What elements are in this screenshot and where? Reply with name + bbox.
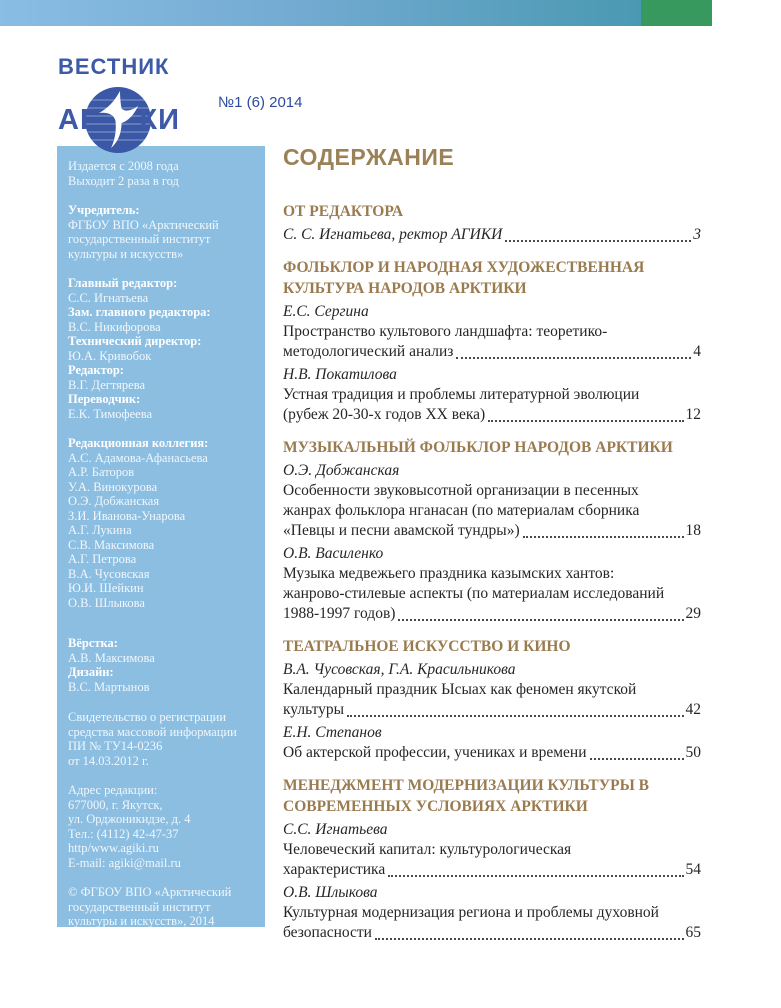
dot-leader	[505, 240, 691, 242]
published-since: Издается с 2008 года	[68, 159, 179, 173]
dot-leader	[375, 938, 684, 940]
copyright-line: © ФГБОУ ВПО «Арктический	[68, 885, 232, 899]
tech-director-name: Ю.А. Кривобок	[68, 348, 152, 363]
dot-leader	[456, 357, 691, 359]
board-member: А.Г. Лукина	[68, 523, 132, 537]
page-number: 3	[693, 226, 701, 243]
article-author: С.С. Игнатьева	[283, 821, 388, 838]
toc-section	[283, 257, 701, 425]
page-number: 54	[685, 861, 701, 878]
page-number: 29	[685, 605, 701, 622]
toc-entry	[283, 883, 701, 943]
table-of-contents	[283, 144, 701, 943]
toc-section	[283, 775, 701, 943]
article-title-line: жанрово-стилевые аспекты (по материалам исследований	[283, 585, 665, 602]
logo-letters-left: АГ	[58, 103, 98, 136]
board-member: О.Э. Добжанская	[68, 494, 160, 508]
journal-title: ВЕСТНИК	[58, 54, 170, 79]
article-title-line: характеристика	[283, 861, 386, 878]
page-number: 12	[685, 406, 701, 423]
article-author: Н.В. Покатилова	[283, 366, 397, 383]
page-number: 4	[693, 343, 701, 360]
toc-entry	[283, 225, 701, 245]
article-title-line: Об актерской профессии, учениках и времени	[283, 744, 587, 761]
copyright-line: государственный институт	[68, 899, 211, 914]
article-title-line: Пространство культового ландшафта: теоретико-	[283, 323, 608, 340]
dot-leader	[488, 420, 683, 422]
translator-name: Е.К. Тимофеева	[68, 406, 153, 421]
article-title-line: (рубеж 20-30-х годов XX века)	[283, 406, 486, 423]
registration-line: средства массовой информации	[68, 724, 237, 739]
toc-entry	[283, 544, 701, 624]
board-member: О.В. Шлыкова	[68, 595, 145, 610]
top-green-block	[641, 0, 712, 26]
logo-letters-right: КИ	[139, 103, 180, 136]
article-title-line: жанрах фольклора нганасан (по материалам сборника	[283, 502, 640, 519]
founder-name: ФГБОУ ВПО «Арктический государственный институт культуры и искусств»	[68, 217, 219, 261]
board-member: У.А. Винокурова	[68, 479, 158, 494]
article-author: С. С. Игнатьева, ректор АГИКИ	[283, 226, 503, 243]
address-line: ул. Орджоникидзе, д. 4	[68, 812, 191, 826]
dot-leader	[398, 619, 683, 621]
board-member: З.И. Иванова-Унарова	[68, 508, 186, 523]
dot-leader	[590, 758, 684, 760]
article-author: О.В. Шлыкова	[283, 884, 378, 901]
copyright-line: культуры и искусств», 2014	[68, 914, 215, 928]
toc-section	[283, 437, 701, 624]
article-title-line: безопасности	[283, 924, 372, 941]
editors-block	[68, 276, 255, 421]
deputy-editor-name: В.С. Никифорова	[68, 319, 161, 334]
toc-section-heading: ТЕАТРАЛЬНОЕ ИСКУССТВО И КИНО	[283, 638, 571, 655]
article-title-line: Человеческий капитал: культурологическая	[283, 841, 572, 858]
deputy-editor-label: Зам. главного редактора:	[68, 305, 211, 319]
article-title-line: Устная традиция и проблемы литературной эволюции	[283, 386, 640, 403]
board-member: Ю.И. Шейкин	[68, 581, 144, 595]
email-address: E-mail: agiki@mail.ru	[68, 855, 181, 870]
toc-section-heading: ОТ РЕДАКТОРА	[283, 203, 404, 220]
article-title-line: Музыка медвежьего праздника казымских хантов:	[283, 565, 615, 582]
toc-entry	[283, 820, 701, 880]
editor-name: В.Г. Дегтярева	[68, 377, 146, 392]
toc-entry	[283, 723, 701, 763]
page-number: 65	[685, 924, 701, 941]
toc-title: СОДЕРЖАНИЕ	[283, 144, 455, 170]
editorial-board-block	[68, 436, 255, 610]
toc-entry	[283, 302, 701, 362]
board-member: В.А. Чусовская	[68, 566, 150, 581]
address-block	[68, 783, 255, 870]
article-author: Е.Н. Степанов	[283, 724, 382, 741]
toc-entry	[283, 660, 701, 720]
dot-leader	[523, 536, 684, 538]
address-label: Адрес редакции:	[68, 783, 158, 797]
top-gradient-bar	[0, 0, 641, 26]
toc-entry	[283, 365, 701, 425]
board-member: А.Г. Петрова	[68, 552, 137, 566]
design-label: Дизайн:	[68, 665, 114, 679]
frequency: Выходит 2 раза в год	[68, 173, 179, 188]
tech-director-label: Технический директор:	[68, 334, 202, 348]
dot-leader	[388, 875, 683, 877]
page-number: 50	[685, 744, 701, 761]
toc-entry	[283, 461, 701, 541]
founder-block	[68, 203, 255, 261]
article-title-line: культуры	[283, 701, 345, 718]
article-title-line: Культурная модернизация региона и проблемы духовной	[283, 904, 659, 921]
founder-label: Учредитель:	[68, 203, 140, 217]
board-member: А.Р. Баторов	[68, 465, 135, 479]
editor-label: Редактор:	[68, 363, 124, 377]
address-line: 677000, г. Якутск,	[68, 797, 163, 812]
address-line: Тел.: (4112) 42-47-37	[68, 826, 179, 841]
page-number: 18	[685, 522, 701, 539]
article-author: О.В. Василенко	[283, 545, 384, 562]
chief-editor-label: Главный редактор:	[68, 276, 178, 290]
registration-line: Свидетельство о регистрации	[68, 710, 227, 724]
journal-info-sidebar	[57, 146, 265, 927]
toc-section	[283, 201, 701, 245]
masthead	[58, 54, 318, 154]
article-title-line: «Певцы и песни авамской тундры»)	[283, 522, 520, 539]
article-title-line: 1988-1997 годов)	[283, 605, 396, 622]
design-name: В.С. Мартынов	[68, 679, 150, 694]
board-label: Редакционная коллегия:	[68, 436, 209, 450]
article-title-line: методологический анализ	[283, 343, 454, 360]
toc-section	[283, 636, 701, 763]
article-author: О.Э. Добжанская	[283, 462, 400, 479]
issue-number: №1 (6) 2014	[218, 94, 303, 111]
page-number: 42	[685, 701, 701, 718]
article-title-line: Календарный праздник Ысыах как феномен якутской	[283, 681, 637, 698]
copyright-block	[68, 885, 255, 929]
publication-info	[68, 159, 255, 188]
board-member: С.В. Максимова	[68, 537, 155, 552]
dot-leader	[347, 715, 683, 717]
layout-name: А.В. Максимова	[68, 650, 155, 665]
article-author: В.А. Чусовская, Г.А. Красильникова	[283, 661, 516, 678]
chief-editor-name: С.С. Игнатьева	[68, 290, 149, 305]
registration-block	[68, 710, 255, 768]
website-url: http/www.agiki.ru	[68, 841, 159, 855]
layout-label: Вёрстка:	[68, 636, 118, 650]
registration-line: ПИ № ТУ14-0236	[68, 739, 163, 753]
board-member: А.С. Адамова-Афанасьева	[68, 450, 208, 465]
production-block	[68, 636, 255, 694]
registration-line: от 14.03.2012 г.	[68, 753, 149, 768]
article-author: Е.С. Сергина	[283, 303, 369, 320]
translator-label: Переводчик:	[68, 392, 141, 406]
article-title-line: Особенности звуковысотной организации в песенных	[283, 482, 639, 499]
toc-section-heading: МУЗЫКАЛЬНЫЙ ФОЛЬКЛОР НАРОДОВ АРКТИКИ	[283, 439, 673, 456]
toc-section-heading: ФОЛЬКЛОР И НАРОДНАЯ ХУДОЖЕСТВЕННАЯ КУЛЬТУРА НАРОДОВ АРКТИКИ	[283, 259, 645, 297]
toc-section-heading: МЕНЕДЖМЕНТ МОДЕРНИЗАЦИИ КУЛЬТУРЫ В СОВРЕМЕННЫХ УСЛОВИЯХ АРКТИКИ	[283, 777, 650, 815]
